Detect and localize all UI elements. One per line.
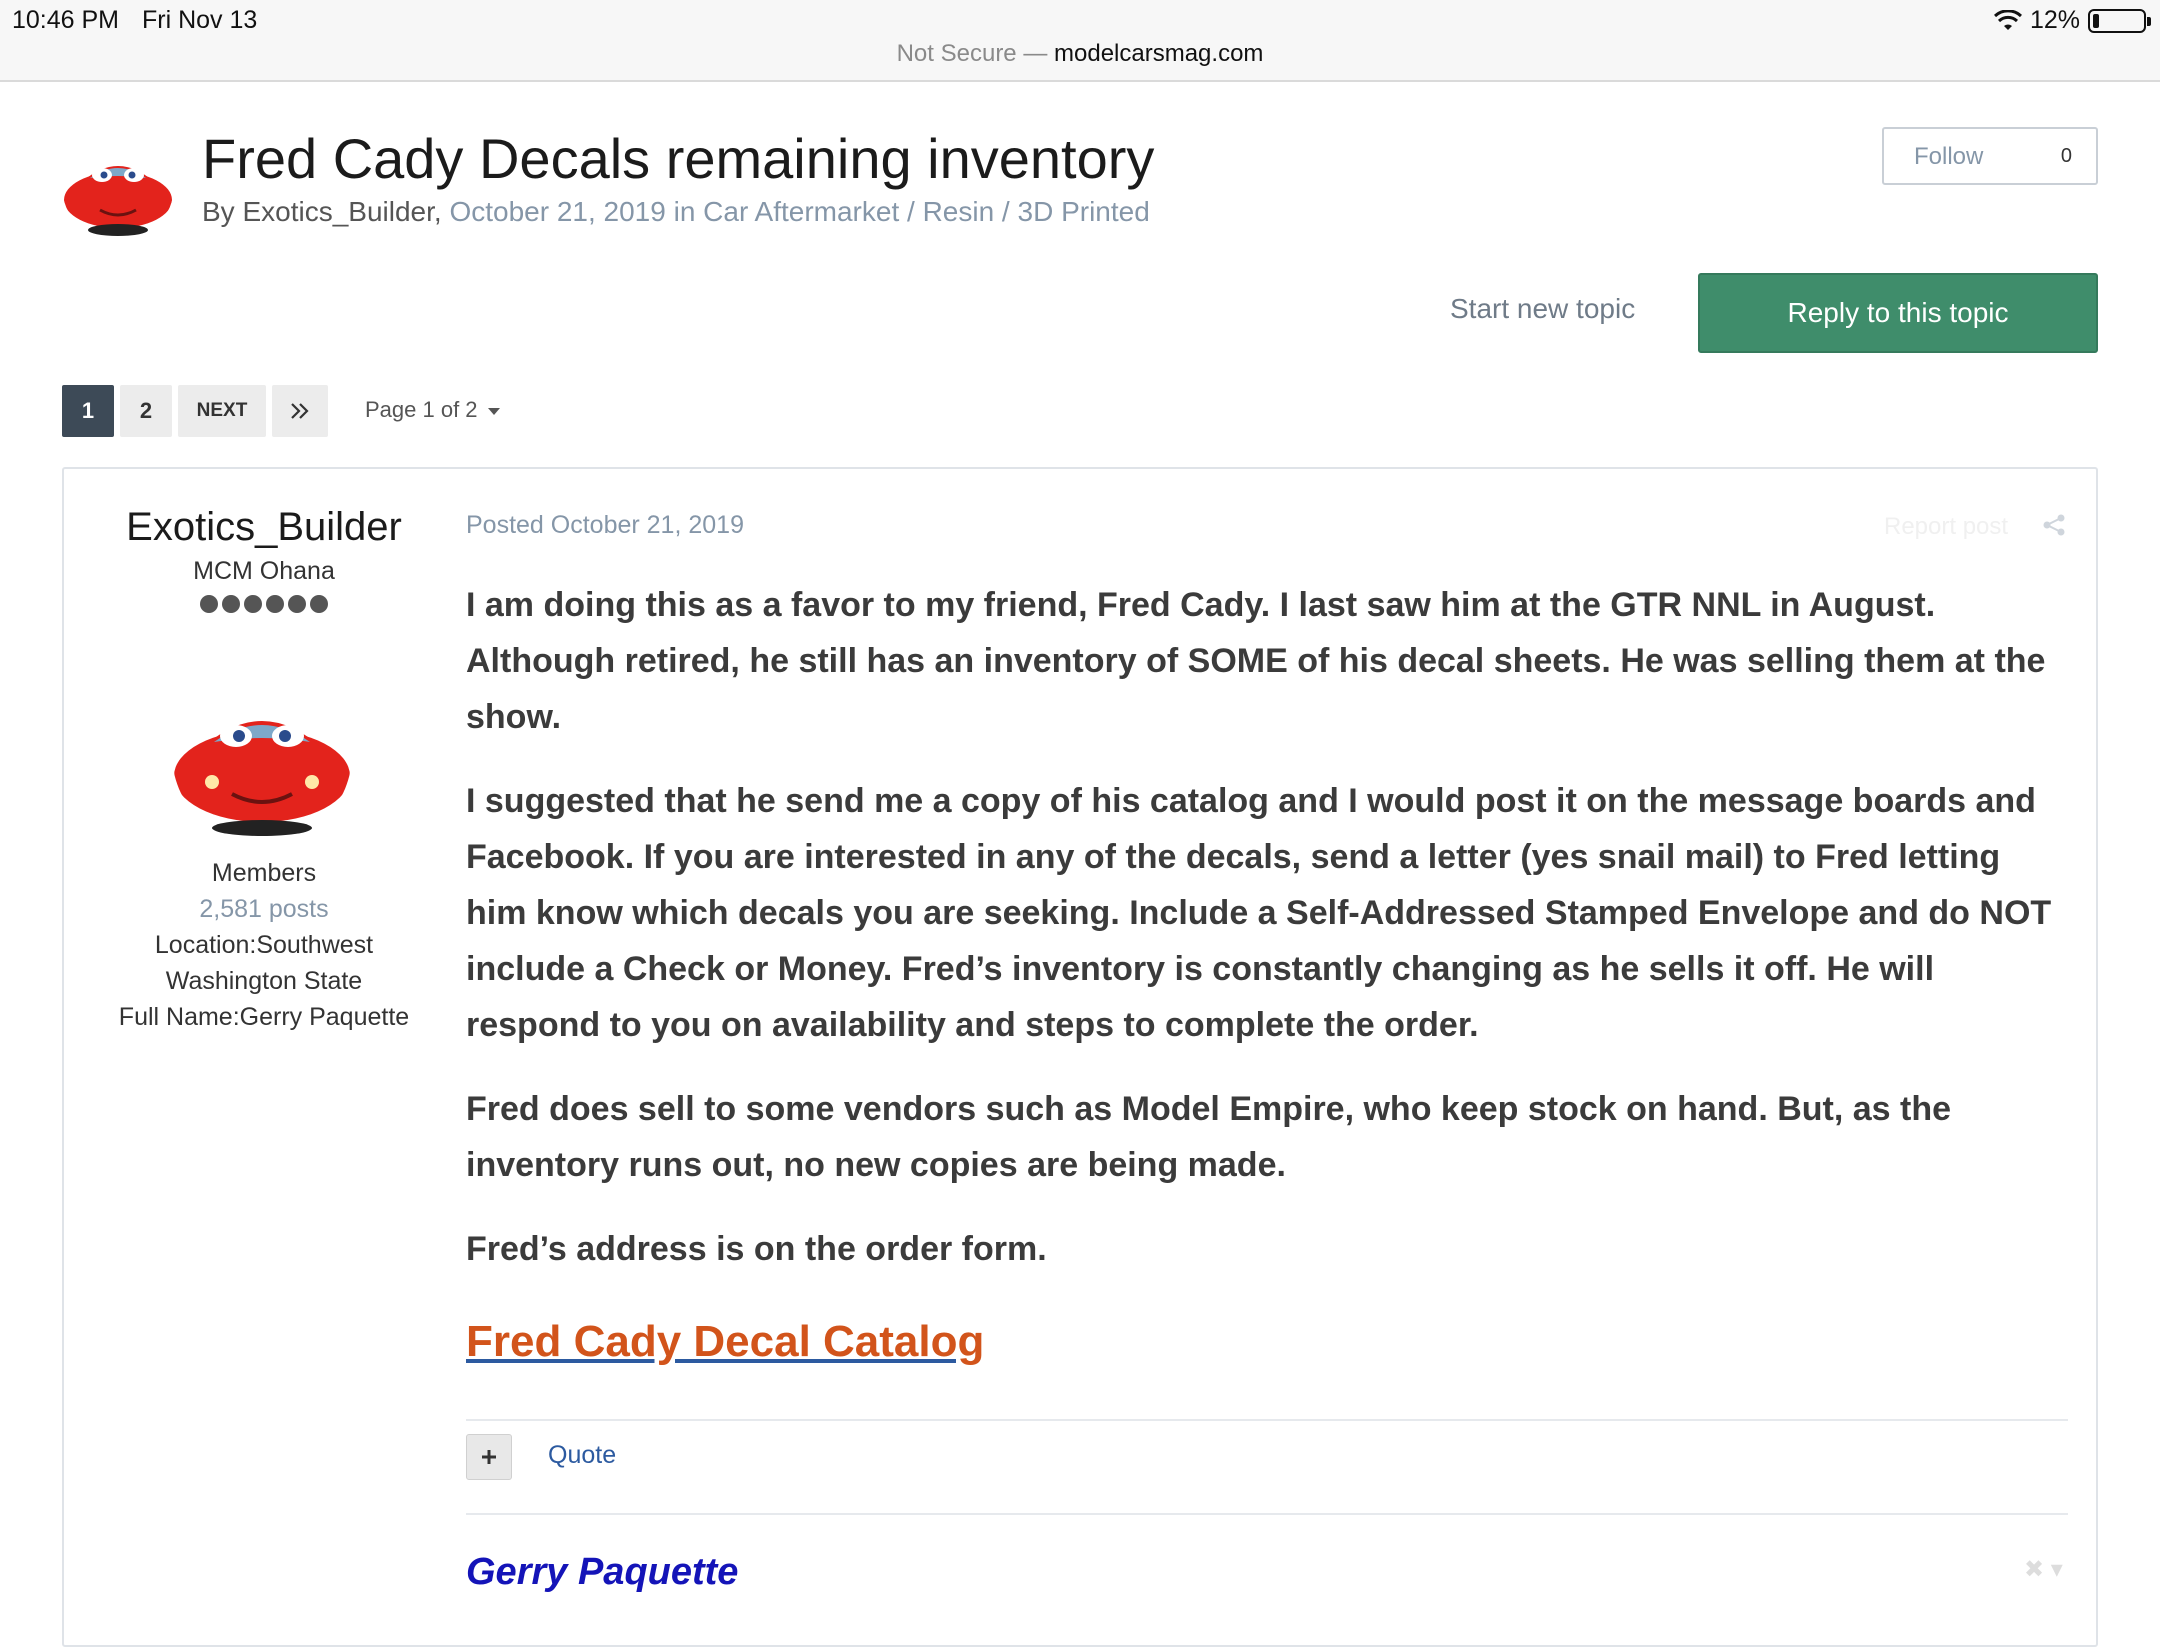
- topic-date-category[interactable]: October 21, 2019 in Car Aftermarket / Resin / 3D Printed: [449, 196, 1150, 227]
- author-full-name: Full Name:Gerry Paquette: [118, 1003, 410, 1031]
- page-2-button[interactable]: 2: [120, 385, 172, 437]
- post-paragraph: Fred does sell to some vendors such as Model Empire, who keep stock on hand. But, as the inventory runs out, no new copies are being made.: [466, 1090, 1952, 1184]
- topic-meta: [202, 196, 1150, 228]
- page-jump-label: Page 1 of 2: [365, 397, 478, 422]
- author-post-count[interactable]: 2,581 posts: [199, 895, 329, 923]
- author-title: MCM Ohana: [193, 557, 335, 585]
- rank-pip: [288, 595, 306, 613]
- signature: Gerry Paquette: [466, 1551, 739, 1593]
- catalog-link[interactable]: Fred Cady Decal Catalog: [466, 1317, 985, 1366]
- rank-pip: [200, 595, 218, 613]
- author-avatar[interactable]: [172, 664, 352, 844]
- last-page-button[interactable]: [272, 385, 328, 437]
- author-location-2: Washington State: [165, 967, 363, 995]
- post-content: [466, 577, 2066, 1305]
- address-bar[interactable]: [0, 40, 2160, 68]
- caret-down-icon: [488, 408, 500, 415]
- double-chevron-right-icon: [290, 402, 310, 420]
- multiquote-plus-button[interactable]: [466, 1434, 512, 1480]
- page-jump-dropdown[interactable]: [365, 397, 500, 423]
- follow-count: 0: [2060, 145, 2072, 167]
- rank-pips: [64, 595, 464, 613]
- page-title: Fred Cady Decals remaining inventory: [202, 127, 1155, 190]
- quote-link[interactable]: Quote: [548, 1441, 617, 1469]
- domain-label: modelcarsmag.com: [1054, 40, 1264, 67]
- author-location-1: Location:Southwest: [154, 931, 374, 959]
- topic-author-prefix: By Exotics_Builder,: [202, 196, 442, 227]
- follow-button[interactable]: [1882, 127, 2098, 185]
- page-1-button[interactable]: 1: [62, 385, 114, 437]
- plus-icon: [480, 1448, 498, 1466]
- author-group: Members: [211, 859, 317, 887]
- rank-pip: [310, 595, 328, 613]
- status-icons: [1994, 6, 2146, 35]
- post-container: [62, 467, 2098, 1647]
- divider: [466, 1419, 2068, 1421]
- wifi-icon: [1994, 10, 2022, 32]
- rank-pip: [244, 595, 262, 613]
- posted-date[interactable]: Posted October 21, 2019: [466, 511, 744, 539]
- share-icon[interactable]: [2042, 513, 2066, 537]
- rank-pip: [266, 595, 284, 613]
- divider: [466, 1513, 2068, 1515]
- author-name-link[interactable]: Exotics_Builder: [126, 505, 402, 549]
- battery-percent: 12%: [2029, 6, 2080, 34]
- status-bar: [0, 0, 2160, 82]
- post-paragraph: I suggested that he send me a copy of his catalog and I would post it on the message boards and Facebook. If you are interested in any of the decals, send a letter (yes snail mail) to Fred letting him know which decals you are seeking. Include a Self-Addressed Stamped Envelope and do NOT include a Check or Money. Fred’s inventory is constantly changing as he sells it off. He will respond to you on availability and steps to complete the order.: [466, 782, 2052, 1044]
- clock: 10:46 PM: [12, 6, 120, 34]
- start-new-topic-link[interactable]: Start new topic: [1450, 293, 1636, 324]
- topic-author-avatar[interactable]: [62, 130, 174, 242]
- battery-icon: [2088, 9, 2146, 33]
- signature-options-icon[interactable]: ✖ ▾: [2024, 1556, 2063, 1583]
- post-paragraph: Fred’s address is on the order form.: [466, 1230, 1047, 1268]
- next-page-button[interactable]: NEXT: [178, 385, 266, 437]
- security-label: Not Secure —: [896, 40, 1048, 67]
- date: Fri Nov 13: [142, 6, 258, 34]
- reply-to-topic-button[interactable]: Reply to this topic: [1698, 273, 2098, 353]
- report-post-link[interactable]: Report post: [1884, 513, 2009, 540]
- rank-pip: [222, 595, 240, 613]
- follow-label: Follow: [1914, 143, 1984, 170]
- pagination: [62, 385, 334, 437]
- post-paragraph: I am doing this as a favor to my friend, Fred Cady. I last saw him at the GTR NNL in August. Although retired, he still has an inventory of SOME of his decal sheets. He was selling them at the show.: [466, 586, 2046, 736]
